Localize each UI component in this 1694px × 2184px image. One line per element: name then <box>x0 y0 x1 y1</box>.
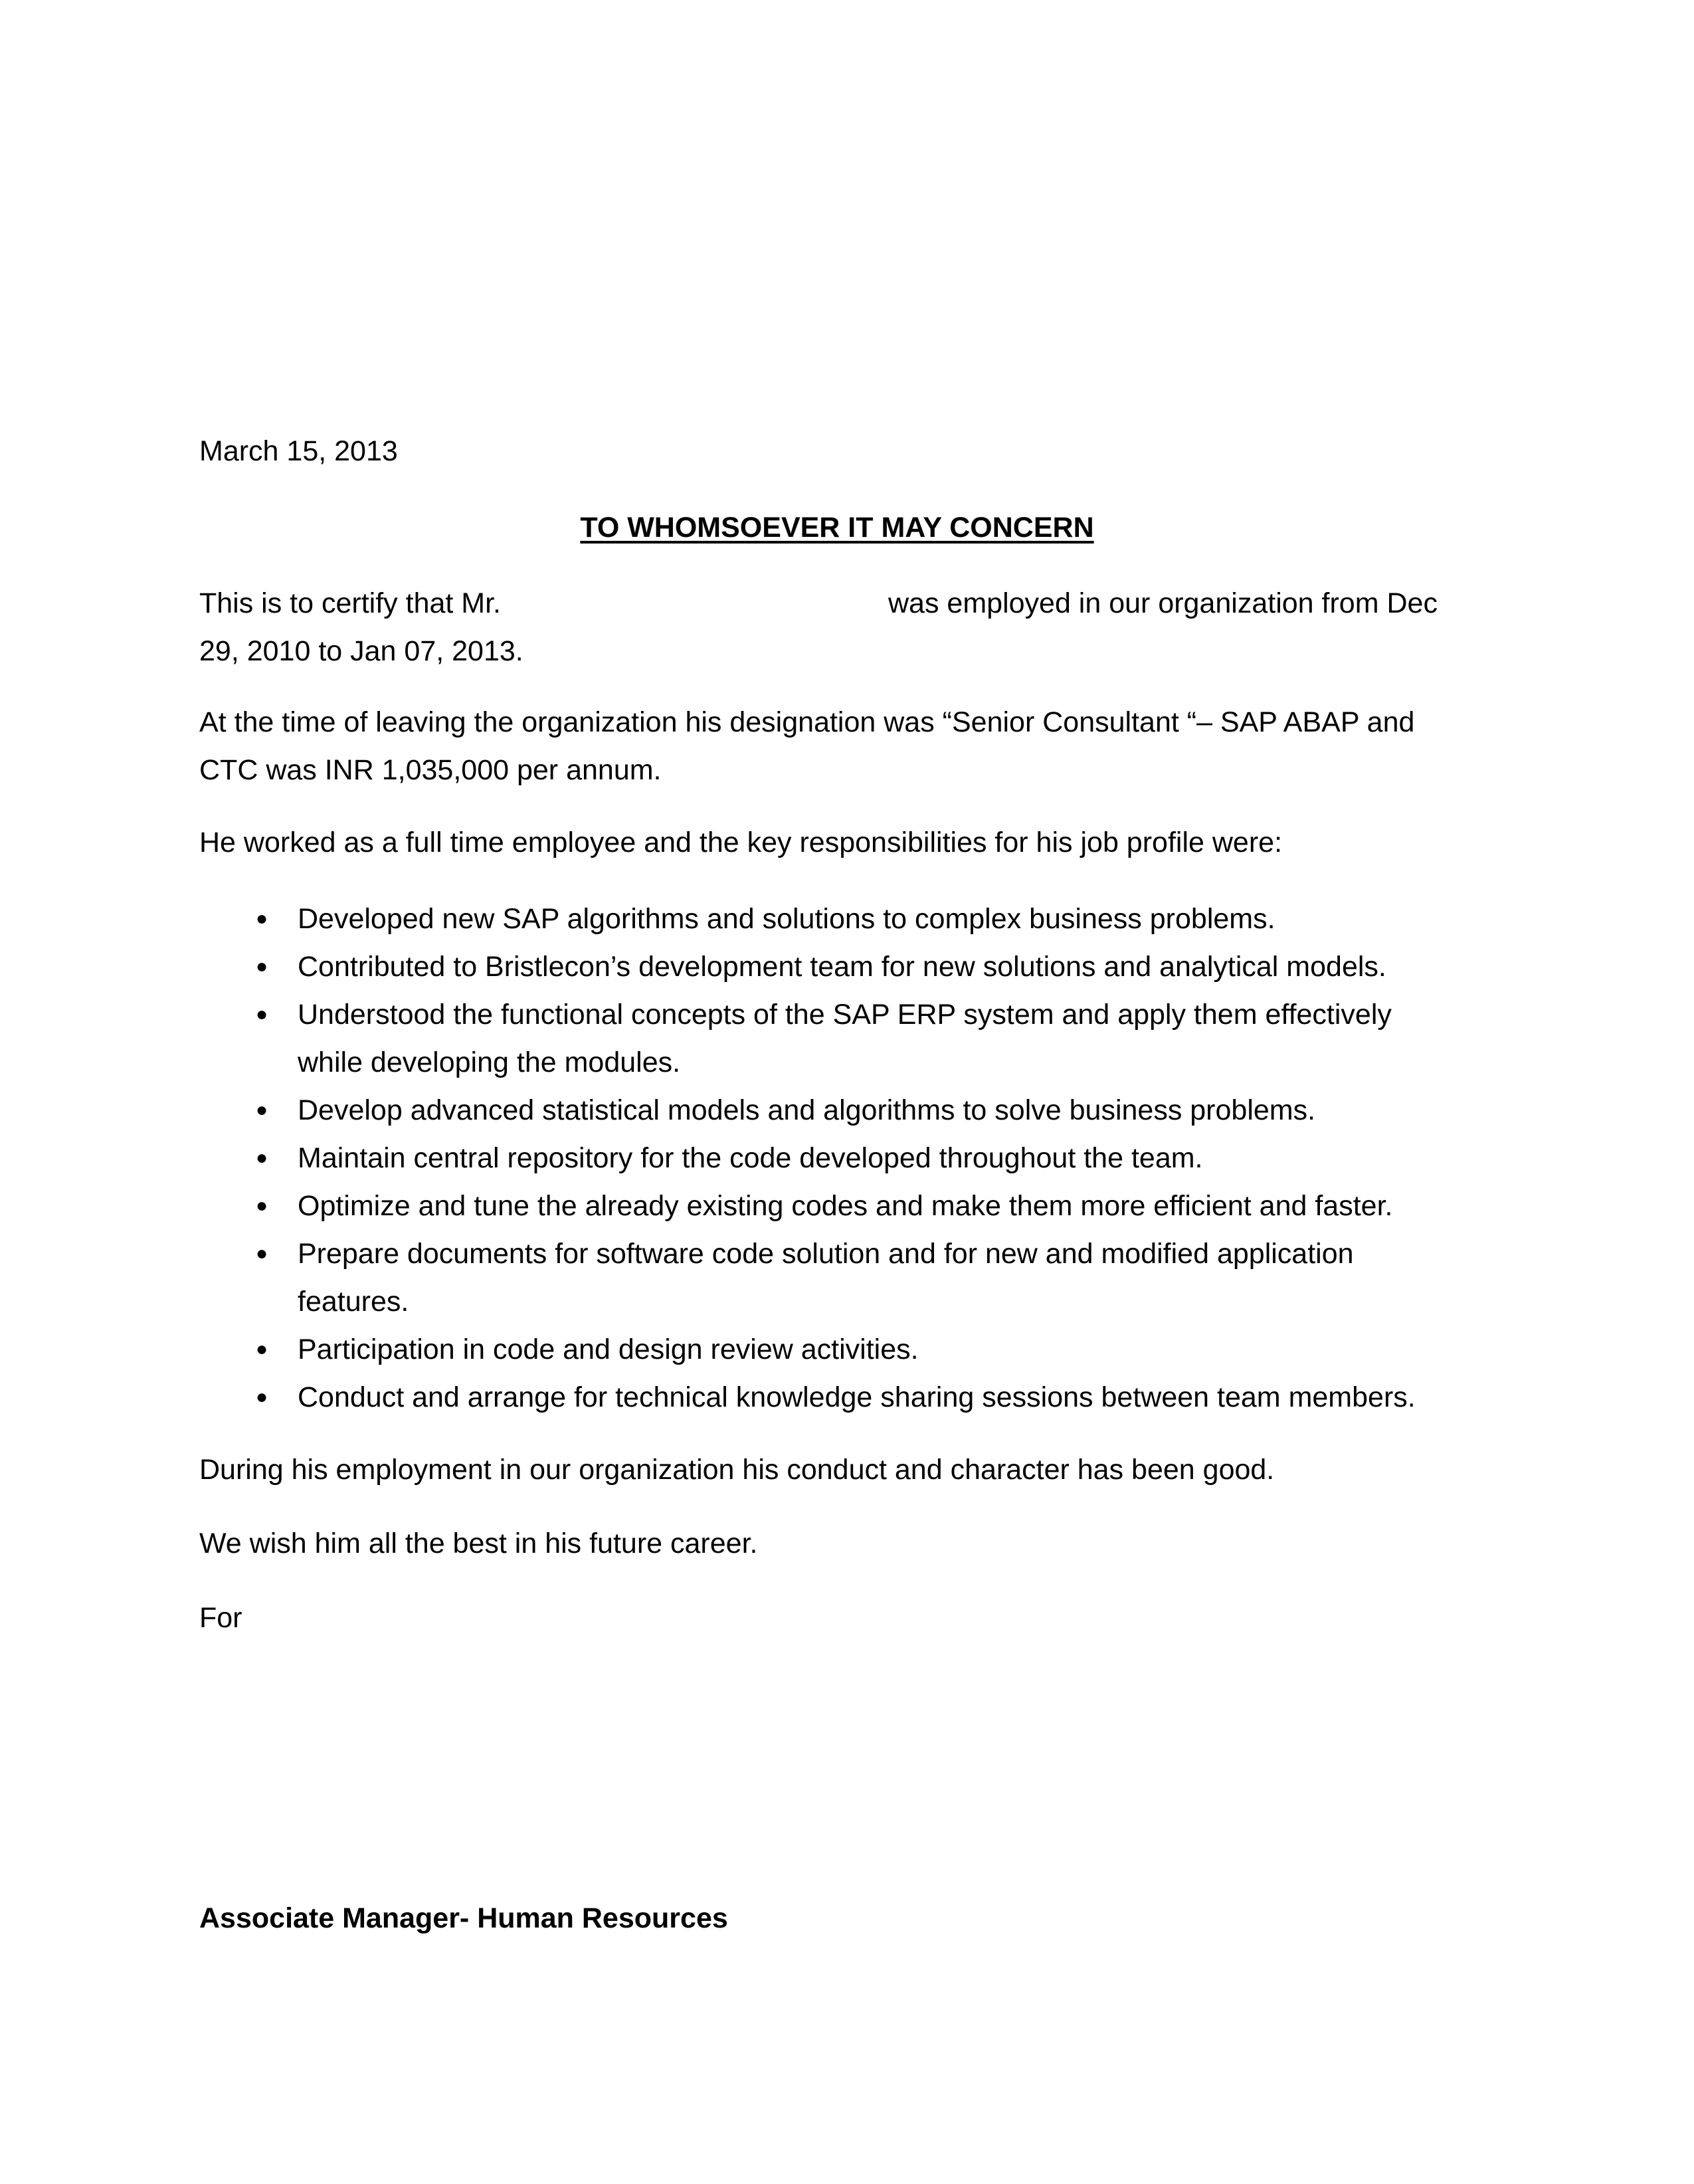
bullet-dot-icon: ● <box>256 1386 268 1408</box>
list-item-continuation: while developing the modules. <box>298 1046 681 1078</box>
letter-title <box>199 504 1475 551</box>
list-item: Prepare documents for software code solution and for new and modified application <box>298 1238 1354 1270</box>
bullet-dot-icon: ● <box>256 908 268 930</box>
letter-title-text: TO WHOMSOEVER IT MAY CONCERN <box>580 512 1094 544</box>
responsibilities-intro: He worked as a full time employee and the key responsibilities for his job profile were: <box>199 827 1283 858</box>
bullet-dot-icon: ● <box>256 955 268 977</box>
list-item: Contributed to Bristlecon’s development team for new solutions and analytical models. <box>298 951 1386 983</box>
employment-text: was employed in our organization from Dec <box>888 587 1438 619</box>
list-item: Conduct and arrange for technical knowledge sharing sessions between team members. <box>298 1381 1416 1413</box>
signatory-title: Associate Manager- Human Resources <box>199 1902 728 1934</box>
bullet-dot-icon: ● <box>256 1338 268 1360</box>
list-item: Develop advanced statistical models and algorithms to solve business problems. <box>298 1094 1316 1126</box>
employment-dates: 29, 2010 to Jan 07, 2013. <box>199 635 523 667</box>
bullet-dot-icon: ● <box>256 1147 268 1169</box>
wishes-text: We wish him all the best in his future career. <box>199 1528 758 1559</box>
list-item: Optimize and tune the already existing codes and make them more efficient and faster. <box>298 1190 1393 1222</box>
bullet-dot-icon: ● <box>256 1195 268 1217</box>
designation-text: At the time of leaving the organization his designation was “Senior Consultant “– SAP ABAP and <box>199 706 1415 738</box>
bullet-dot-icon: ● <box>256 1242 268 1264</box>
list-item-continuation: features. <box>298 1286 409 1318</box>
certify-text: This is to certify that Mr. <box>199 587 501 619</box>
list-item: Participation in code and design review activities. <box>298 1334 919 1365</box>
closing-for: For <box>199 1602 242 1634</box>
letter-date: March 15, 2013 <box>199 435 398 467</box>
list-item: Maintain central repository for the code developed throughout the team. <box>298 1142 1203 1174</box>
list-item: Developed new SAP algorithms and solutions to complex business problems. <box>298 903 1275 935</box>
bullet-dot-icon: ● <box>256 1003 268 1025</box>
bullet-dot-icon: ● <box>256 1099 268 1121</box>
conduct-text: During his employment in our organization his conduct and character has been good. <box>199 1454 1275 1486</box>
list-item: Understood the functional concepts of the SAP ERP system and apply them effectively <box>298 999 1392 1031</box>
ctc-text: CTC was INR 1,035,000 per annum. <box>199 754 662 786</box>
